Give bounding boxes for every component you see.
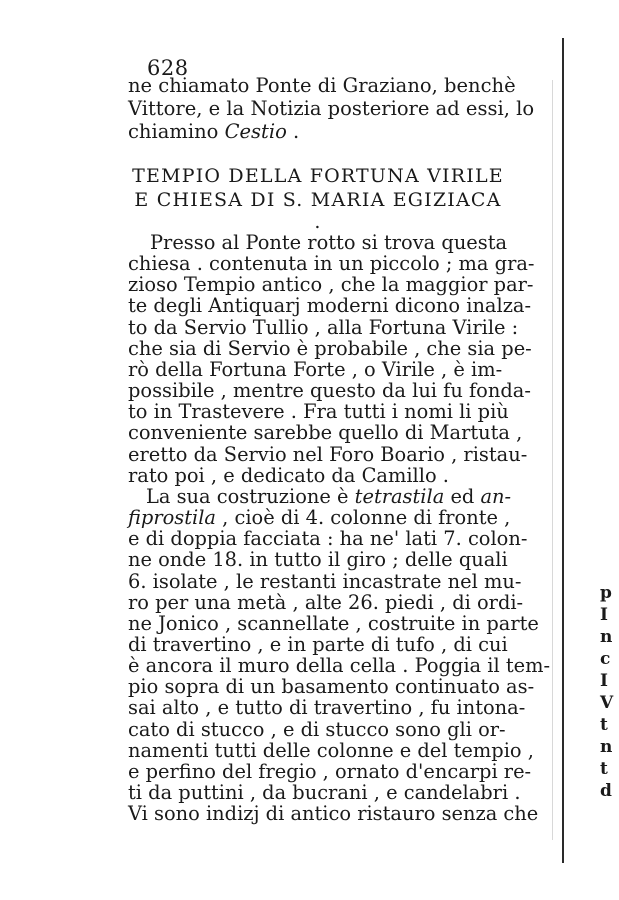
page-number: 628 [147,56,189,80]
text-line: zioso Tempio antico , che la maggior par- [128,273,534,297]
text-line: te degli Antiquarj moderni dicono inalza- [128,294,532,318]
text-line: Presso al Ponte rotto si trova questa [150,231,508,254]
text-line: 6. isolate , le restanti incastrate nel mu- [128,569,522,593]
facing-page-letter: I [600,605,608,625]
facing-page-letter: I [600,671,608,691]
italic-term: tetrastila [354,484,445,508]
body-text [128,231,551,826]
text-span: ed [444,484,481,508]
page-shadow [552,80,553,840]
text-line: pio sopra di un basamento continuato as- [128,675,535,699]
facing-page-letter: t [600,759,608,779]
text-line: e di doppia facciata : ha ne' lati 7. colon- [128,527,528,551]
text-line: e perfino del fregio , ornato d'encarpi re- [128,759,532,783]
text-line: ne Jonico , scannellate , costruite in parte [128,611,539,635]
text-span: , cioè di 4. colonne di fronte , [216,506,511,530]
text-span: La sua costruzione è [146,484,355,508]
text-line: chiesa . contenuta in un piccolo ; ma gra- [128,252,535,276]
text-line: conveniente sarebbe quello di Martuta , [128,421,523,445]
facing-page-letter: p [600,583,612,603]
facing-page-letter: c [600,649,611,669]
text-span: . [286,120,300,143]
text-line: eretto da Servio nel Foro Boario , ristau- [128,442,528,466]
facing-page-letter: n [600,737,613,757]
italic-term: fiprostila [128,506,216,530]
text-line: ro per una metà , alte 26. piedi , di ordi- [128,590,524,614]
facing-page-letter: V [600,693,614,713]
heading-line-2: E CHIESA DI S. MARIA EGIZIACA . [134,189,502,233]
text-span: chiamino [128,120,225,143]
text-line: Vi sono indizj di antico ristauro senza che [128,802,539,826]
text-line: di travertino , e in parte di tufo , di cui [128,632,508,656]
text-line: rò della Fortuna Forte , o Virile , è im- [128,357,503,381]
book-gutter [562,38,564,863]
text-line: rato poi , e dedicato da Camillo . [128,463,449,487]
text-line: to da Servio Tullio , alla Fortuna Virile : [128,315,519,339]
text-line [128,507,518,528]
text-line: possibile , mentre questo da lui fu fonda- [128,379,531,403]
text-line: Vittore, e la Notizia posteriore ad essi, lo [128,97,535,120]
heading-line-1: TEMPIO DELLA FORTUNA VIRILE [132,165,504,187]
text-line: ti da puttini , da bucrani , e candelabri . [128,781,521,805]
text-line: cato di stucco , e di stucco sono gli or- [128,717,506,741]
facing-page-letter: n [600,627,613,647]
intro-text [128,74,535,143]
italic-name: Cestio [224,120,287,143]
text-line: namenti tutti delle colonne e del tempio , [128,738,534,762]
facing-page-margin [600,582,619,802]
text-line: ne chiamato Ponte di Graziano, benchè [128,74,516,97]
text-line [128,486,518,507]
italic-term: an- [480,484,512,508]
text-line: to in Trastevere . Fra tutti i nomi li più [128,400,509,424]
facing-page-letter: d [600,781,612,801]
text-line: che sia di Servio è probabile , che sia pe- [128,336,532,360]
text-line: ne onde 18. in tutto il giro ; delle quali [128,548,508,572]
text-line [128,120,508,143]
text-line: è ancora il muro della cella . Poggia il tem- [128,654,551,678]
text-line: sai alto , e tutto di travertino , fu intona- [128,696,526,720]
facing-page-letter: t [600,715,608,735]
